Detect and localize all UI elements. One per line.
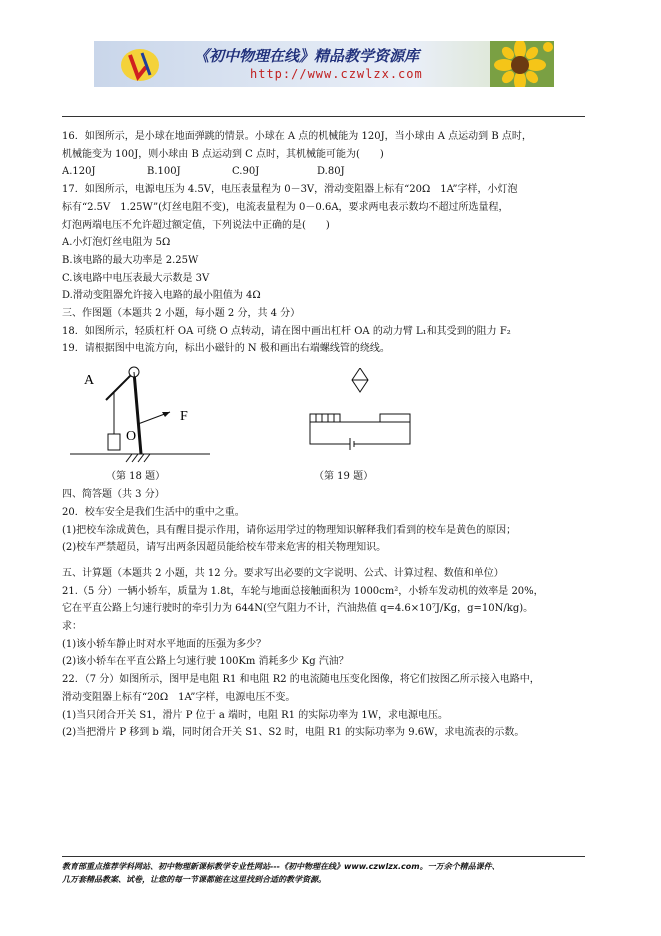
header-banner <box>94 41 554 87</box>
footer-line1: 教育部重点推荐学科网站、初中物理新课标教学专业性网站---《初中物理在线》www.czwlzx.com。一万余个精品课件、 <box>62 862 500 871</box>
site-url[interactable]: http://www.czwlzx.com <box>250 67 423 81</box>
figures-row <box>62 358 585 486</box>
fig19-caption: （第 19 题） <box>314 471 374 483</box>
q22-line2: 滑动变阻器上标有“20Ω 1A”字样，电源电压不变。 <box>62 691 296 703</box>
fig18-label-o: O <box>126 429 137 445</box>
section3-heading: 三、作图题（本题共 2 小题，每小题 2 分，共 4 分） <box>62 308 301 320</box>
q16-options <box>62 163 585 181</box>
q22-sub2: (2)当把滑片 P 移到 b 端，同时闭合开关 S1、S2 时，电阻 R1 的实际功率为 9.6W，求电流表的示数。 <box>62 727 525 739</box>
exam-content <box>62 128 585 742</box>
header-rule <box>62 116 585 117</box>
footer-line2: 几万套精品教案、试卷，让您的每一节课都能在这里找到合适的教学资源。 <box>62 875 326 884</box>
q16-option-d: D.80J <box>317 166 345 178</box>
q21-sub2: (2)该小轿车在平直公路上匀速行驶 100Km 消耗多少 Kg 汽油？ <box>62 656 349 668</box>
q16-line1: 16．如图所示，是小球在地面弹跳的情景。小球在 A 点的机械能为 120J，当小球由 A 点运动到 B 点时， <box>62 131 532 142</box>
q17-option-d: D.滑动变阻器允许接入电路的最小阻值为 4Ω <box>62 290 261 302</box>
q16-line2: 机械能变为 100J，则小球由 B 点运动到 C 点时，其机械能可能为( ) <box>62 148 384 160</box>
q22-line1: 22．（7 分）如图所示，图甲是电阻 R1 和电阻 R2 的电流随电压变化图像，将它们按图乙所示接入电路中， <box>62 674 540 686</box>
q16-option-b: B.100J <box>147 166 181 178</box>
q21-line1: 21.（5 分）一辆小轿车，质量为 1.8t，车轮与地面总接触面积为 1000cm²，小轿车发动机的效率是 20%， <box>62 585 544 597</box>
q18-text: 18．如图所示，轻质杠杆 OA 可绕 O 点转动，请在图中画出杠杆 OA 的动力臂 L₁和其受到的阻力 F₂ <box>62 325 511 337</box>
lever-diagram <box>70 358 220 466</box>
q17-option-b: B.该电路的最大功率是 2.25W <box>62 254 199 266</box>
footer-rule <box>62 856 585 857</box>
sunflower-icon <box>490 41 554 87</box>
q17-line2: 标有“2.5V 1.25W”(灯丝电阻不变)，电流表量程为 0－0.6A，要求两电表示数均不超过所选量程， <box>62 201 509 213</box>
fig18-label-f: F <box>180 409 188 425</box>
q16-option-c: C.90J <box>232 166 260 178</box>
fig18-caption: （第 18 题） <box>106 471 166 483</box>
q19-text: 19．请根据图中电流方向，标出小磁针的 N 极和画出右端螺线管的绕线。 <box>62 343 390 355</box>
q17-option-c: C.该电路中电压表最大示数是 3V <box>62 272 210 284</box>
q22-sub1: (1)当只闭合开关 S1，滑片 P 位于 a 端时，电阻 R1 的实际功率为 1W，求电源电压。 <box>62 709 449 721</box>
section4-heading: 四、简答题（共 3 分） <box>62 489 165 501</box>
q21-sub1: (1)该小轿车静止时对水平地面的压强为多少？ <box>62 638 267 650</box>
q20-stem: 20．校车安全是我们生活中的重中之重。 <box>62 506 245 518</box>
q17-line3: 灯泡两端电压不允许超过额定值，下列说法中正确的是( ) <box>62 219 330 231</box>
q20-sub1: (1)把校车涂成黄色，具有醒目提示作用，请你运用学过的物理知识解释我们看到的校车是黄色的原因； <box>62 524 517 536</box>
section5-heading: 五、计算题（本题共 2 小题，共 12 分。要求写出必要的文字说明、公式、计算过程、数值和单位） <box>62 567 504 579</box>
q20-sub2: (2)校车严禁超员，请写出两条因超员能给校车带来危害的相关物理知识。 <box>62 542 387 554</box>
site-title: 《初中物理在线》精品教学资源库 <box>194 47 420 65</box>
footer <box>62 860 592 886</box>
q17-line1: 17．如图所示，电源电压为 4.5V，电压表量程为 0－3V，滑动变阻器上标有“20Ω 1A”字样，小灯泡 <box>62 184 518 196</box>
solenoid-diagram <box>300 368 420 458</box>
site-logo-icon <box>120 47 160 83</box>
q17-option-a: A.小灯泡灯丝电阻为 5Ω <box>62 237 171 249</box>
q21-line3: 求： <box>62 621 82 633</box>
fig18-label-a: A <box>84 373 95 389</box>
q16-option-a: A.120J <box>62 166 96 178</box>
q21-line2: 它在平直公路上匀速行驶时的牵引力为 644N(空气阻力不计，汽油热值 q=4.6×10⁷J/Kg，g=10N/kg)。 <box>62 603 534 615</box>
